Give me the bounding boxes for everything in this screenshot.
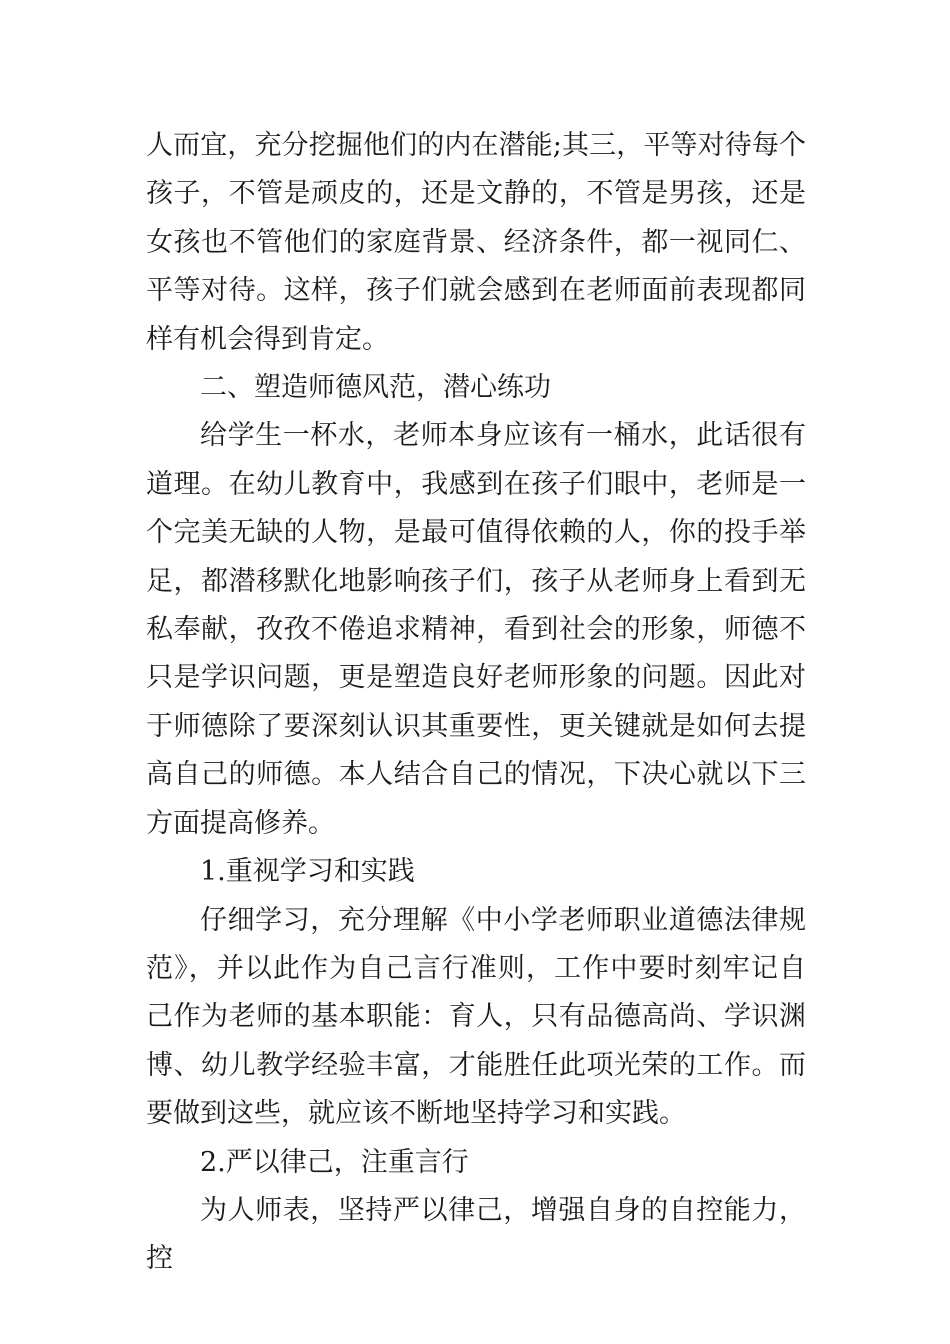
paragraph-continuation: 人而宜，充分挖掘他们的内在潜能;其三，平等对待每个孩子，不管是顽皮的，还是文静的，不管是男孩，还是女孩也不管他们的家庭背景、经济条件，都一视同仁、平等对待。这样，孩子们就会感到在老师面前表现都同样有机会得到肯定。 bbox=[146, 130, 806, 355]
section-heading-2: 二、塑造师德风范，潜心练功 bbox=[200, 372, 551, 404]
paragraph-teacher-ethics: 给学生一杯水，老师本身应该有一桶水，此话很有道理。在幼儿教育中，我感到在孩子们眼中，老师是一个完美无缺的人物，是最可值得依赖的人，你的投手举足，都潜移默化地影响孩子们，孩子从老师身上看到无私奉献，孜孜不倦追求精神，看到社会的形象，师德不只是学识问题，更是塑造良好老师形象的问题。因此对于师德除了要深刻认识其重要性，更关键就是如何去提高自己的师德。本人结合自己的情况，下决心就以下三方面提高修养。 bbox=[146, 420, 806, 839]
paragraph-study-practice: 仔细学习，充分理解《中小学老师职业道德法律规范》，并以此作为自己言行准则，工作中要时刻牢记自己作为老师的基本职能：育人，只有品德高尚、学识渊博、幼儿教学经验丰富，才能胜任此项光荣的工作。而要做到这些，就应该不断地坚持学习和实践。 bbox=[146, 904, 806, 1130]
subheading-1: 1.重视学习和实践 bbox=[200, 856, 415, 888]
paragraph-self-discipline: 为人师表，坚持严以律己，增强自身的自控能力，控 bbox=[146, 1194, 806, 1275]
subheading-2: 2.严以律己，注重言行 bbox=[200, 1146, 469, 1178]
document-body bbox=[146, 122, 806, 1284]
